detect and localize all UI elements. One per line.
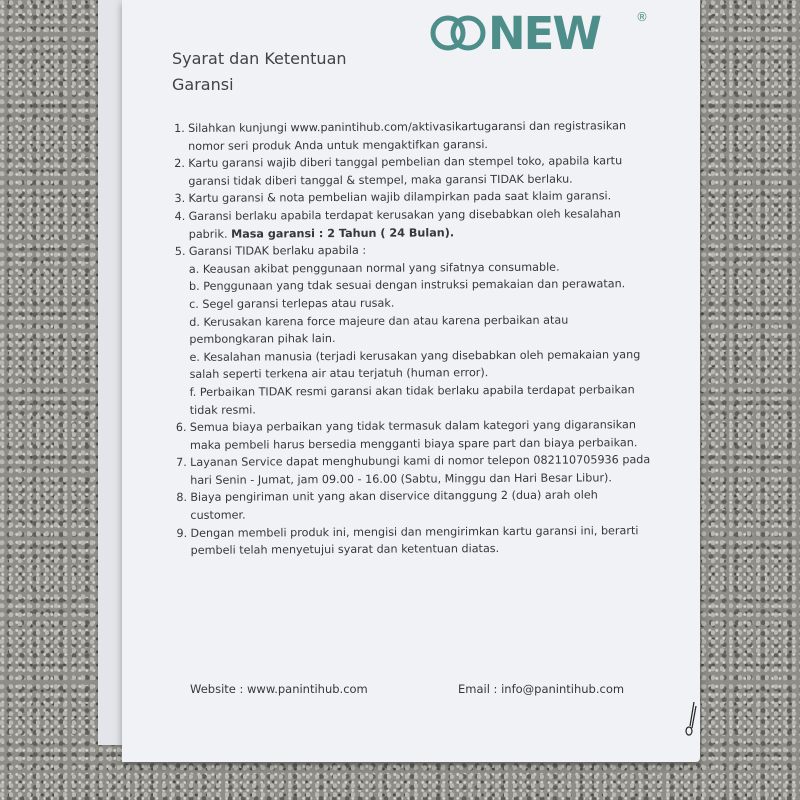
term-number: 2.	[174, 157, 185, 171]
exclusion-item: d. Kerusakan karena force majeure dan atau karena perbaikan atau pembongkaran pihak lain.	[189, 313, 569, 347]
warranty-card	[122, 0, 700, 762]
term-text: Silahkan kunjungi www.panintihub.com/aktivasikartugaransi dan registrasikan nomor seri produk Anda untuk mengaktifkan garansi.	[188, 119, 627, 153]
term-item	[176, 522, 654, 560]
term-text: Garansi TIDAK berlaku apabila :	[188, 243, 367, 259]
terms-list	[174, 117, 655, 560]
term-number: 8.	[176, 491, 188, 505]
term-text: Garansi berlaku apabila terdapat kerusakan yang disebabkan oleh kesalahan pabrik.	[188, 207, 621, 241]
term-number: 7.	[176, 456, 187, 470]
term-item	[175, 205, 653, 243]
term-number: 1.	[174, 121, 185, 135]
registered-mark: ®	[636, 10, 648, 24]
term-text: Semua biaya perbaikan yang tidak termasuk dalam kategori yang digaransikan maka pembeli harus bersedia mengganti biaya spare part dan biaya perbaikan.	[189, 418, 638, 452]
term-item	[176, 416, 654, 454]
page-title	[172, 46, 347, 98]
footer-email: Email : info@panintihub.com	[458, 682, 625, 696]
brand-logo	[428, 6, 648, 60]
warranty-period: Masa garansi : 2 Tahun ( 24 Bulan).	[231, 225, 455, 241]
exclusion-item: a. Keausan akibat penggunaan normal yang sifatnya consumable.	[188, 260, 560, 276]
exclusions-list	[189, 258, 654, 419]
term-text: Kartu garansi wajib diberi tanggal pembelian dan stempel toko, apabila kartu garansi tidak diberi tanggal & stempel, maka garansi TIDAK berlaku.	[188, 154, 623, 188]
exclusion-item: f. Perbaikan TIDAK resmi garansi akan tidak berlaku apabila terdapat perbaikan tidak resmi.	[189, 383, 635, 417]
term-text-wrap	[189, 240, 654, 419]
term-number: 3.	[174, 192, 186, 206]
term-text: Layanan Service dapat menghubungi kami di nomor telepon 082110705936 pada hari Senin - Jumat, jam 09.00 - 16.00 (Sabtu, Minggu dan Hari Besar Libur).	[190, 453, 651, 487]
scissors-icon	[684, 700, 700, 740]
term-text-wrap	[189, 205, 653, 243]
term-number: 6.	[175, 421, 187, 435]
term-item	[176, 487, 654, 525]
term-item	[174, 152, 652, 190]
term-text: Kartu garansi & nota pembelian wajib dilampirkan pada saat klaim garansi.	[188, 189, 612, 206]
exclusion-item: b. Penggunaan yang tdak sesuai dengan instruksi pemakaian dan perawatan.	[188, 277, 626, 294]
exclusion-item: c. Segel garansi terlepas atau rusak.	[189, 296, 395, 311]
term-text: Dengan membeli produk ini, mengisi dan mengirimkan kartu garansi ini, berarti pembeli telah menyetujui syarat dan ketentuan diatas.	[190, 523, 639, 558]
term-number: 4.	[174, 209, 186, 223]
term-text: Biaya pengiriman unit yang akan diservice ditanggung 2 (dua) arah oleh customer.	[190, 488, 598, 522]
title-line-1: Syarat dan Ketentuan	[172, 49, 347, 68]
double-ring-logo-icon	[428, 11, 488, 55]
brand-name: NEW	[488, 6, 601, 60]
exclusion-item: e. Kesalahan manusia (terjadi kerusakan yang disebabkan oleh pemakaian yang salah seperti terkena air atau terjatuh (human error).	[189, 347, 641, 382]
term-item	[175, 240, 654, 419]
term-number: 5.	[174, 245, 186, 259]
term-item	[174, 117, 652, 155]
term-number: 9.	[176, 526, 188, 540]
term-item	[176, 451, 654, 489]
title-line-2: Garansi	[172, 75, 234, 94]
footer-website: Website : www.panintihub.com	[190, 682, 368, 696]
